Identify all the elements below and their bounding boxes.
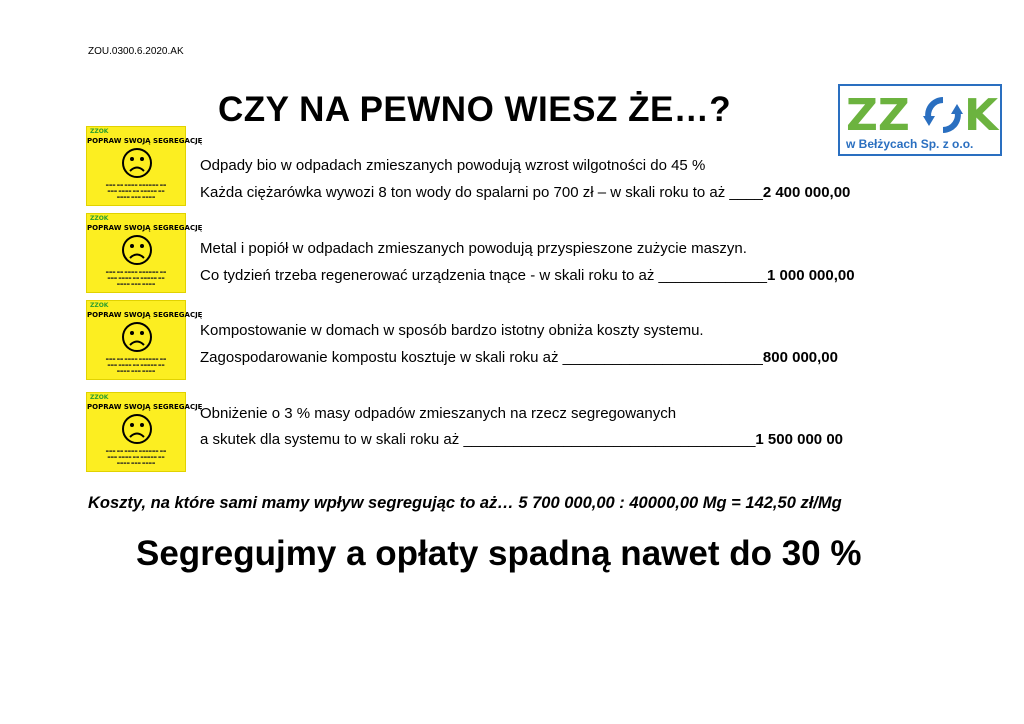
sticker-mini-logo: ZZOK [90,128,109,135]
sticker-mini-logo: ZZOK [90,302,109,309]
sticker-heading: POPRAW SWOJĄ SEGREGACJĘ [87,403,203,411]
svg-text:K: K [964,90,999,141]
sad-face-icon [121,413,153,445]
sticker-heading: POPRAW SWOJĄ SEGREGACJĘ [87,224,203,232]
svg-text:ZZ: ZZ [846,90,910,141]
sticker-heading: POPRAW SWOJĄ SEGREGACJĘ [87,137,203,145]
sad-face-icon [121,321,153,353]
item-2-line-1: Metal i popiół w odpadach zmieszanych powodują przyspieszone zużycie maszyn. [200,240,747,257]
segregation-sticker [86,300,203,380]
item-3-line-2: Zagospodarowanie kompostu kosztuje w skali roku aż ________________________800 000,00 [200,349,838,366]
sticker-mini-logo: ZZOK [90,215,109,222]
sticker-fine-print: ▬▬▬ ▬▬ ▬▬▬▬ ▬▬▬▬▬▬ ▬▬ ▬▬▬ ▬▬▬▬ ▬▬ ▬▬▬▬▬ ▬▬ ▬▬▬▬ ▬▬▬ ▬▬▬▬ [105,449,167,465]
item-3-amount: 800 000,00 [762,349,838,366]
segregation-sticker [86,126,203,206]
recycle-arrows-icon [923,100,963,130]
cost-summary: Koszty, na które sami mamy wpływ segregując to aż… 5 700 000,00 : 40000,00 Mg = 142,50 zł/Mg [88,494,842,512]
sticker-heading: POPRAW SWOJĄ SEGREGACJĘ [87,311,203,319]
sad-face-icon [121,147,153,179]
item-1-line-1: Odpady bio w odpadach zmieszanych powodują wzrost wilgotności do 45 % [200,157,706,174]
item-4-line-1: Obniżenie o 3 % masy odpadów zmieszanych na rzecz segregowanych [200,405,677,422]
sticker-mini-logo: ZZOK [90,394,109,401]
slogan: Segregujmy a opłaty spadną nawet do 30 % [136,534,862,573]
item-3-line-1: Kompostowanie w domach w sposób bardzo istotny obniża koszty systemu. [200,322,704,339]
zzok-logo [838,84,1002,156]
logo-subtitle: w Bełżycach Sp. z o.o. [846,137,974,151]
sticker-fine-print: ▬▬▬ ▬▬ ▬▬▬▬ ▬▬▬▬▬▬ ▬▬ ▬▬▬ ▬▬▬▬ ▬▬ ▬▬▬▬▬ ▬▬ ▬▬▬▬ ▬▬▬ ▬▬▬▬ [105,270,167,286]
page-title: CZY NA PEWNO WIESZ ŻE…? [218,90,732,129]
sticker-fine-print: ▬▬▬ ▬▬ ▬▬▬▬ ▬▬▬▬▬▬ ▬▬ ▬▬▬ ▬▬▬▬ ▬▬ ▬▬▬▬▬ ▬▬ ▬▬▬▬ ▬▬▬ ▬▬▬▬ [105,183,167,199]
segregation-sticker [86,213,203,293]
zzok-logo-graphic [840,86,1000,154]
item-4-amount: 1 500 000 00 [755,431,844,448]
item-2-amount: 1 000 000,00 [767,267,855,284]
item-1-amount: 2 400 000,00 [762,184,851,201]
segregation-sticker [86,392,203,472]
item-1-line-2: Każda ciężarówka wywozi 8 ton wody do spalarni po 700 zł – w skali roku to aż ____2 400 000,00 [200,184,851,201]
sticker-fine-print: ▬▬▬ ▬▬ ▬▬▬▬ ▬▬▬▬▬▬ ▬▬ ▬▬▬ ▬▬▬▬ ▬▬ ▬▬▬▬▬ ▬▬ ▬▬▬▬ ▬▬▬ ▬▬▬▬ [105,357,167,373]
item-4-line-2: a skutek dla systemu to w skali roku aż ___________________________________1 500 000 00 [200,431,844,448]
reference-number: ZOU.0300.6.2020.AK [88,46,184,57]
item-2-line-2: Co tydzień trzeba regenerować urządzenia tnące - w skali roku to aż _____________1 000 000,00 [200,267,855,284]
sad-face-icon [121,234,153,266]
